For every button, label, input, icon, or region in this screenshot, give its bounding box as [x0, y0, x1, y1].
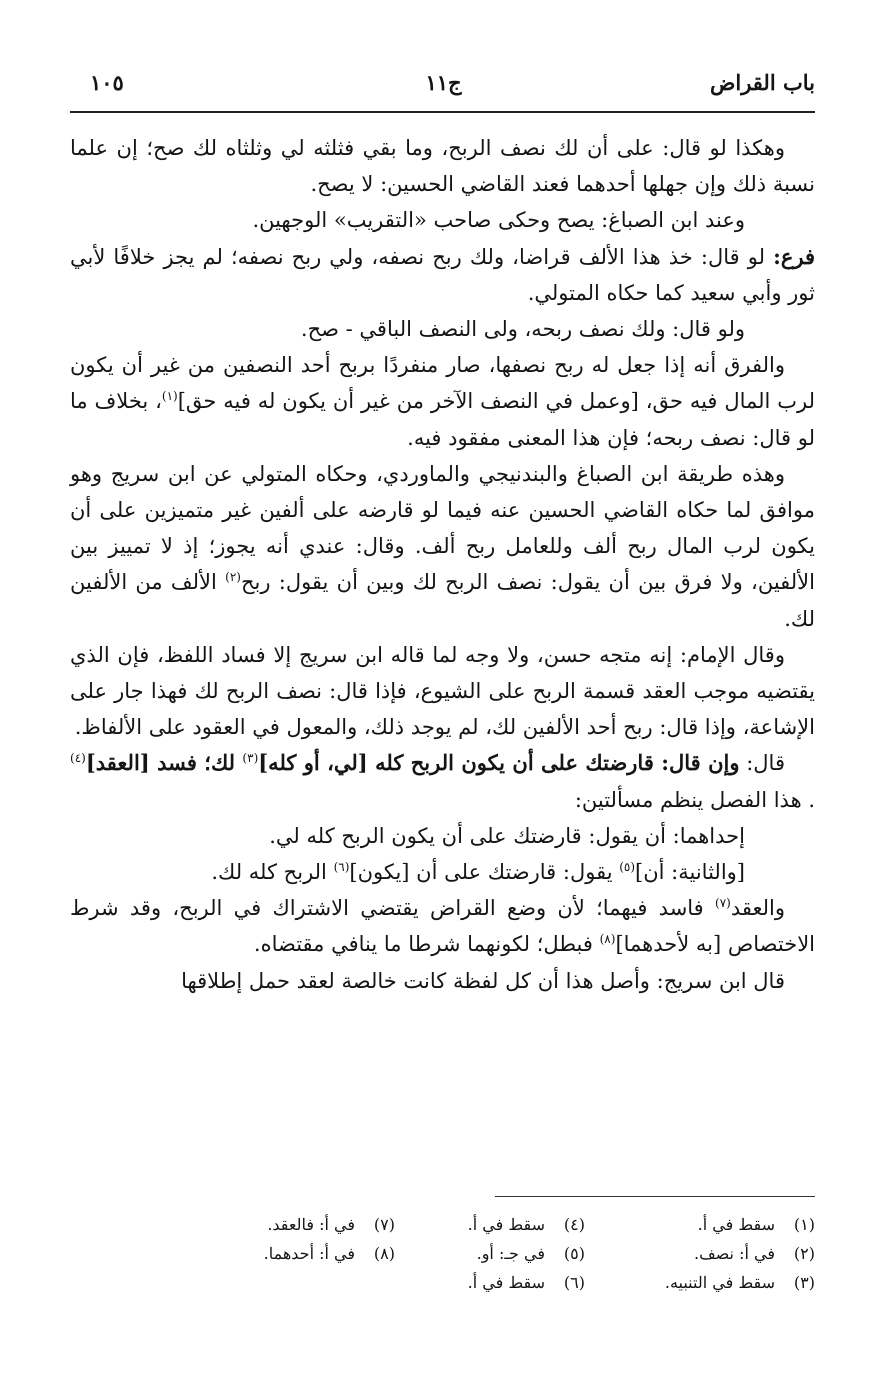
footnote: (٥)في جـ: أو. — [476, 1244, 585, 1263]
footnote-ref: (١) — [161, 389, 178, 404]
footnote: (٢)في أ: نصف. — [694, 1244, 815, 1263]
footnote: (٧)في أ: فالعقد. — [267, 1215, 395, 1234]
paragraph: ولو قال: ولك نصف ربحه، ولى النصف الباقي - صح. — [300, 317, 745, 342]
footnote: (٨)في أ: أحدهما. — [263, 1244, 395, 1263]
footnote-column — [165, 1210, 395, 1268]
footnote-ref: (٣) — [242, 751, 259, 766]
page-number: ١٠٥ — [90, 70, 124, 95]
footnote-ref: (٢) — [225, 570, 241, 585]
footnote-ref: (٨) — [599, 932, 616, 947]
footnote-ref: (٦) — [333, 860, 350, 875]
paragraph: إحداهما: أن يقول: قارضتك على أن يكون الربح كله لي. — [269, 823, 745, 848]
paragraph: فرع: لو قال: خذ هذا الألف قراضا، ولك ربح نصفه، ولي ربح نصفه؛ لم يجز خلافًا لأبي ثور وأبي سعيد كما حكاه المتولي. — [70, 243, 815, 305]
paragraph: وقال الإمام: إنه متجه حسن، ولا وجه لما قاله ابن سريج إلا فساد اللفظ، فإن الذي يقتضيه موجب العقد قسمة الربح على الشيوع، فإذا قال: نصف الربح لك فهذا جار على الإشاعة، وإذا قال: ربح أحد الألفين لك، لم يوجد ذلك، والمعول في العقود على الألفاظ. — [70, 642, 815, 740]
matn-text: وإن قال: قارضتك على أن يكون الربح كله [لي، أو كله] — [258, 750, 740, 776]
main-text — [70, 130, 815, 999]
paragraph: وهذه طريقة ابن الصباغ والبندنيجي والماوردي، وحكاه المتولي عن ابن سريج وهو موافق لما حكاه القاضي الحسين عنه فيما لو قارضه على ألفين غير متميزين على أن يكون لرب المال ربح ألف وللعامل ربح ألف. وقال: عندي أنه يجوز؛ إذ لا تمييز بين الألفين، ولا فرق بين أن يقول: نصف الربح لك وبين أن يقول: ربح$^{(٢)}$ الألف من الألفين لك. — [70, 461, 815, 631]
paragraph: وهكذا لو قال: على أن لك نصف الربح، وما بقي فثلثه لي وثلثاه لك صح؛ إن علما نسبة ذلك وإن جهلها أحدهما فعند القاضي الحسين: لا يصح. — [70, 136, 815, 197]
footnote: (١)سقط في أ. — [697, 1215, 815, 1234]
chapter-title: باب القراض — [710, 70, 815, 95]
footnote: (٦)سقط في أ. — [467, 1273, 585, 1292]
header-rule — [70, 111, 815, 113]
paragraph: [والثانية: أن]$^{(٥)}$ يقول: قارضتك على أن [يكون]$^{(٦)}$ الربح كله لك. — [211, 860, 745, 885]
footnote-ref: (٧) — [715, 896, 731, 911]
footnote: (٤)سقط في أ. — [467, 1215, 585, 1234]
footnote-column — [585, 1210, 815, 1297]
paragraph: قال ابن سريج: وأصل هذا أن كل لفظة كانت خالصة لعقد حمل إطلاقها — [181, 968, 785, 993]
footnote: (٣)سقط في التنبيه. — [664, 1273, 815, 1292]
paragraph: والعقد$^{(٧)}$ فاسد فيهما؛ لأن وضع القراض يقتضي الاشتراك في الربح، وقد شرط الاختصاص [به لأحدهما]$^{(٨)}$ فبطل؛ لكونهما شرطا ما ينافي مقتضاه. — [70, 896, 815, 957]
paragraph: وعند ابن الصباغ: يصح وحكى صاحب «التقريب» الوجهين. — [252, 208, 745, 233]
footnote-ref: (٥) — [619, 860, 636, 875]
matn-text: لك؛ فسد [العقد] — [85, 750, 243, 776]
paragraph: والفرق أنه إذا جعل له ربح نصفها، صار منفردًا بربح أحد النصفين من غير أن يكون لرب المال فيه حق، [وعمل في النصف الآخر من غير أن يكون له فيه حق]$^{(١)}$، بخلاف ما لو قال: نصف ربحه؛ فإن هذا المعنى مفقود فيه. — [70, 353, 815, 450]
volume-number: ج١١ — [425, 70, 462, 95]
running-header — [72, 70, 815, 104]
paragraph: قال: وإن قال: قارضتك على أن يكون الربح كله [لي، أو كله]$^{(٣)}$ لك؛ فسد [العقد]$^{(٤)}$ . هذا الفصل ينظم مسألتين: — [70, 750, 815, 812]
section-lead: فرع: — [773, 243, 815, 269]
footnote-rule — [495, 1196, 815, 1197]
footnote-ref: (٤) — [70, 751, 86, 766]
